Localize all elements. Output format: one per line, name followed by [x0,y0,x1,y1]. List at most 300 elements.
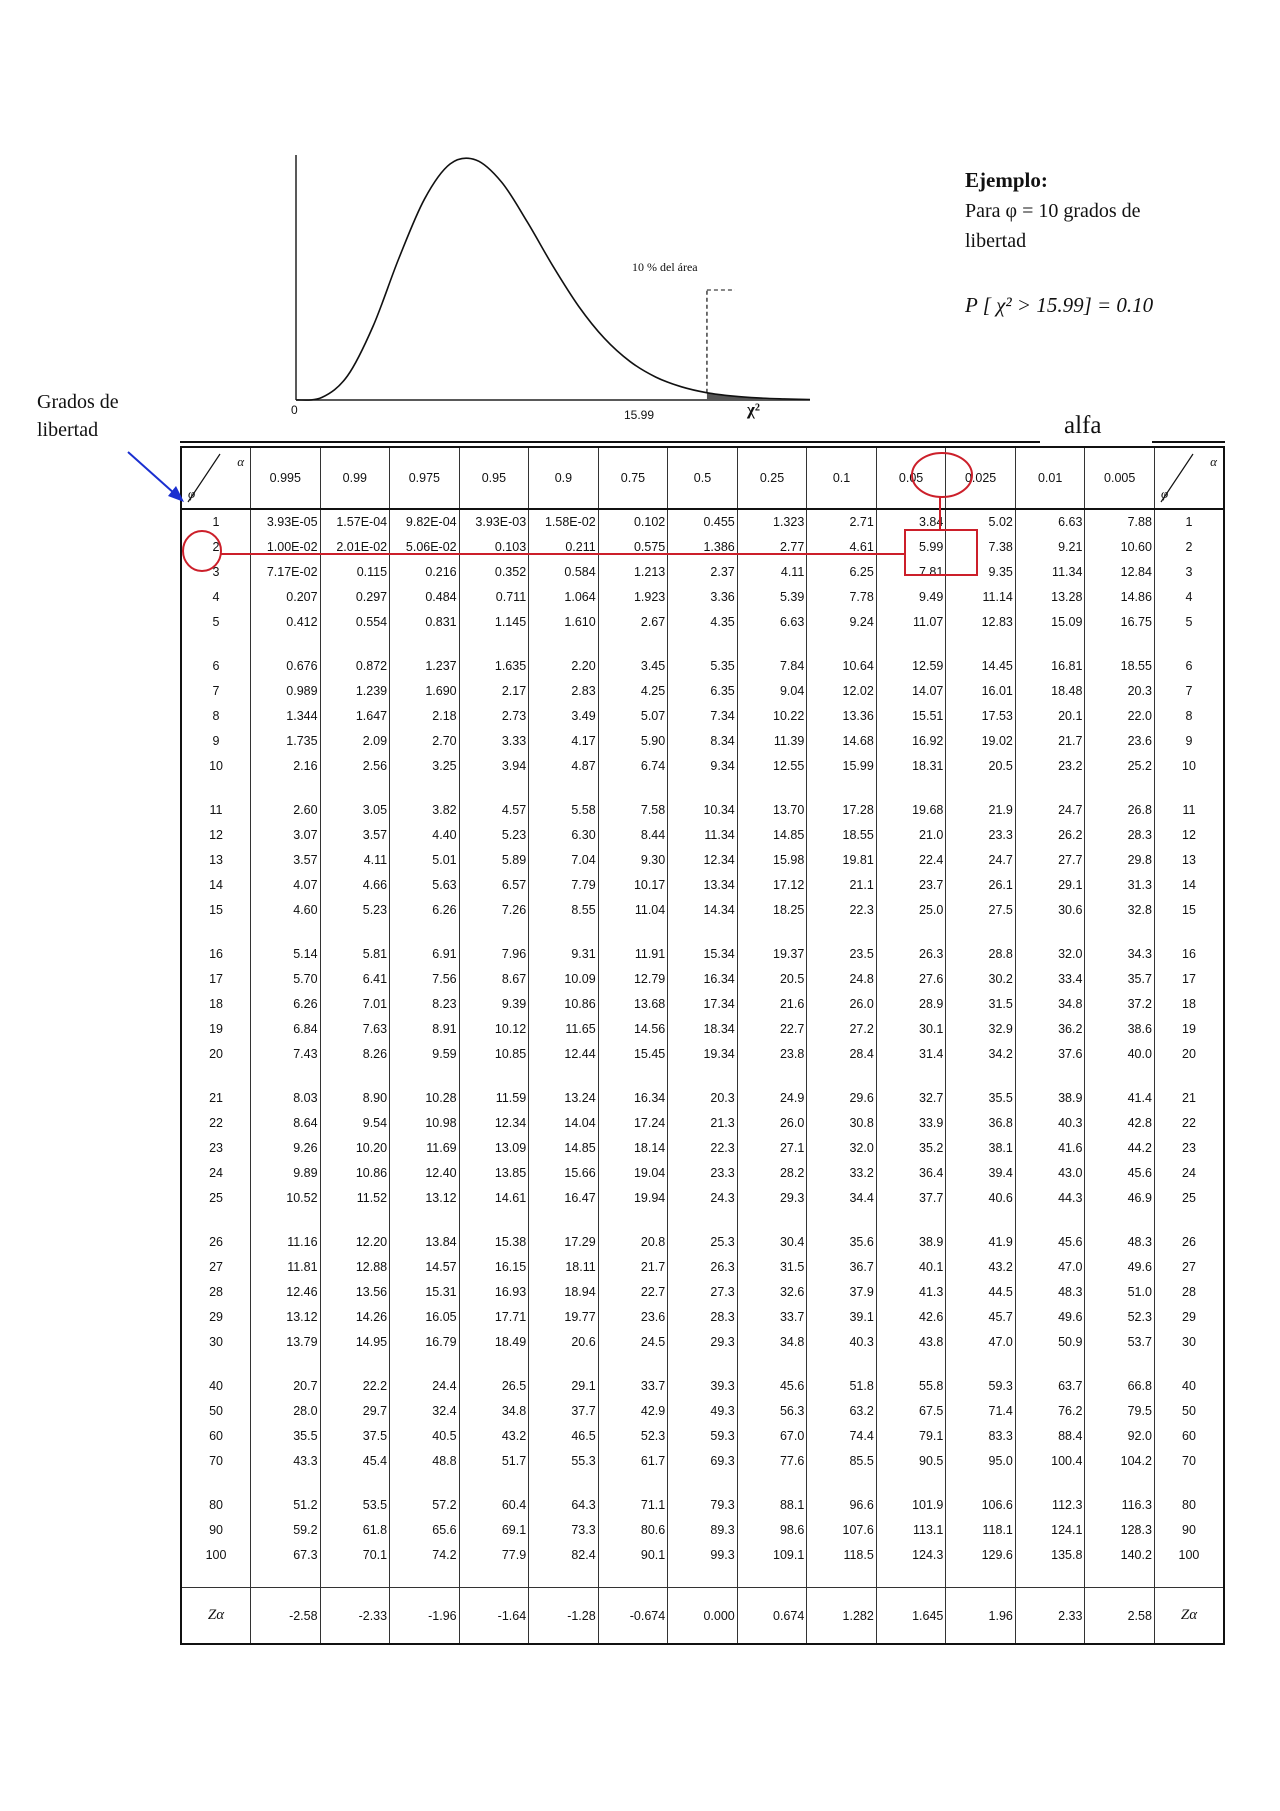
value-cell: 30.6 [1015,898,1085,923]
spacer-cell [529,1211,599,1230]
table-body [181,509,1224,1644]
value-cell: 14.07 [876,679,946,704]
value-cell: 14.68 [807,729,877,754]
value-cell: 33.7 [737,1305,807,1330]
spacer-cell [459,635,529,654]
df-cell: 5 [181,610,251,635]
degrees-of-freedom-label [37,388,119,444]
table-row [181,1424,1224,1449]
table-row [181,1086,1224,1111]
value-cell: 99.3 [668,1543,738,1568]
value-cell: 7.81 [876,560,946,585]
value-cell: 8.34 [668,729,738,754]
spacer-cell [251,1211,321,1230]
value-cell: 2.60 [251,798,321,823]
alpha-header: 0.9 [529,447,599,509]
value-cell: 118.5 [807,1543,877,1568]
value-cell: 128.3 [1085,1518,1155,1543]
value-cell: 37.9 [807,1280,877,1305]
value-cell: 52.3 [598,1424,668,1449]
value-cell: 0.676 [251,654,321,679]
value-cell: 29.8 [1085,848,1155,873]
spacer-cell [598,1355,668,1374]
value-cell: 7.58 [598,798,668,823]
value-cell: 69.3 [668,1449,738,1474]
value-cell: 3.45 [598,654,668,679]
value-cell: 34.8 [737,1330,807,1355]
spacer-cell [1015,1211,1085,1230]
value-cell: 33.4 [1015,967,1085,992]
spacer-cell [946,1211,1016,1230]
value-cell: 11.34 [668,823,738,848]
value-cell: 36.7 [807,1255,877,1280]
value-cell: 57.2 [390,1493,460,1518]
table-row [181,1017,1224,1042]
spacer-cell [529,1355,599,1374]
table-row [181,585,1224,610]
value-cell: 79.3 [668,1493,738,1518]
spacer-cell [876,923,946,942]
value-cell: 3.36 [668,585,738,610]
df-cell: 19 [181,1017,251,1042]
value-cell: 0.575 [598,535,668,560]
value-cell: 9.31 [529,942,599,967]
value-cell: 2.16 [251,754,321,779]
value-cell: 4.35 [668,610,738,635]
table-row [181,823,1224,848]
value-cell: 56.3 [737,1399,807,1424]
value-cell: 10.60 [1085,535,1155,560]
value-cell: 88.4 [1015,1424,1085,1449]
spacer-cell [529,635,599,654]
value-cell: 10.98 [390,1111,460,1136]
spacer-cell [1085,779,1155,798]
spacer-cell [598,635,668,654]
alpha-header: 0.01 [1015,447,1085,509]
value-cell: 43.0 [1015,1161,1085,1186]
table-row [181,610,1224,635]
df-cell: 30 [181,1330,251,1355]
value-cell: 19.77 [529,1305,599,1330]
value-cell: 20.5 [737,967,807,992]
value-cell: 26.3 [876,942,946,967]
spacer-cell [946,1067,1016,1086]
spacer-cell [390,1067,460,1086]
value-cell: 7.84 [737,654,807,679]
alpha-header: 0.025 [946,447,1016,509]
group-spacer [181,1211,1224,1230]
spacer-cell [807,635,877,654]
value-cell: 42.8 [1085,1111,1155,1136]
table-row [181,535,1224,560]
spacer-cell [181,779,251,798]
value-cell: 24.4 [390,1374,460,1399]
z-label-left: Zα [181,1588,251,1645]
value-cell: 5.23 [320,898,390,923]
value-cell: 12.34 [668,848,738,873]
value-cell: 77.9 [459,1543,529,1568]
value-cell: 9.54 [320,1111,390,1136]
df-cell-right: 100 [1154,1543,1224,1568]
value-cell: 35.6 [807,1230,877,1255]
df-cell: 28 [181,1280,251,1305]
spacer-cell [737,1355,807,1374]
value-cell: 22.3 [807,898,877,923]
value-cell: 11.16 [251,1230,321,1255]
spacer-cell [876,779,946,798]
value-cell: 74.4 [807,1424,877,1449]
df-cell-right: 90 [1154,1518,1224,1543]
alpha-header: 0.25 [737,447,807,509]
value-cell: 8.03 [251,1086,321,1111]
area-annotation: 10 % del área [632,260,698,274]
value-cell: 13.24 [529,1086,599,1111]
table-row [181,873,1224,898]
value-cell: 7.88 [1085,509,1155,535]
value-cell: 12.40 [390,1161,460,1186]
value-cell: 4.40 [390,823,460,848]
value-cell: 9.35 [946,560,1016,585]
z-value-cell: 1.96 [946,1588,1016,1645]
df-cell: 12 [181,823,251,848]
value-cell: 9.21 [1015,535,1085,560]
df-cell: 9 [181,729,251,754]
value-cell: 41.4 [1085,1086,1155,1111]
value-cell: 22.2 [320,1374,390,1399]
value-cell: 1.323 [737,509,807,535]
value-cell: 13.12 [251,1305,321,1330]
value-cell: 14.26 [320,1305,390,1330]
table-row [181,1042,1224,1067]
value-cell: 0.831 [390,610,460,635]
df-cell: 15 [181,898,251,923]
value-cell: 13.34 [668,873,738,898]
spacer-cell [390,923,460,942]
alpha-header: 0.975 [390,447,460,509]
example-line-2: libertad [965,230,1027,252]
value-cell: 100.4 [1015,1449,1085,1474]
value-cell: 10.85 [459,1042,529,1067]
spacer-cell [1015,1067,1085,1086]
table-row [181,1518,1224,1543]
value-cell: 32.0 [1015,942,1085,967]
value-cell: 44.5 [946,1280,1016,1305]
value-cell: 17.71 [459,1305,529,1330]
spacer-cell [1085,635,1155,654]
value-cell: 6.84 [251,1017,321,1042]
value-cell: 7.04 [529,848,599,873]
table-corner-cell [181,447,251,509]
example-line-1: Para φ = 10 grados de [965,200,1141,222]
df-cell-right: 25 [1154,1186,1224,1211]
value-cell: 12.44 [529,1042,599,1067]
value-cell: 14.95 [320,1330,390,1355]
df-cell-right: 60 [1154,1424,1224,1449]
value-cell: 61.8 [320,1518,390,1543]
spacer-cell [737,1067,807,1086]
value-cell: 34.8 [1015,992,1085,1017]
value-cell: 9.49 [876,585,946,610]
spacer-cell [320,1067,390,1086]
value-cell: 5.99 [876,535,946,560]
value-cell: 0.484 [390,585,460,610]
value-cell: 1.00E-02 [251,535,321,560]
spacer-cell [390,1211,460,1230]
value-cell: 2.37 [668,560,738,585]
value-cell: 1.064 [529,585,599,610]
corner-alpha-symbol: α [1210,454,1217,469]
spacer-cell [876,1211,946,1230]
spacer-cell [1085,1568,1155,1588]
group-spacer [181,1568,1224,1588]
table-row [181,1136,1224,1161]
spacer-cell [459,1355,529,1374]
value-cell: 45.6 [1015,1230,1085,1255]
value-cell: 10.64 [807,654,877,679]
spacer-cell [529,1568,599,1588]
value-cell: 43.2 [459,1424,529,1449]
df-cell: 26 [181,1230,251,1255]
df-cell: 70 [181,1449,251,1474]
spacer-cell [181,1211,251,1230]
value-cell: 12.02 [807,679,877,704]
df-cell-right: 4 [1154,585,1224,610]
value-cell: 19.68 [876,798,946,823]
value-cell: 22.7 [737,1017,807,1042]
df-cell: 60 [181,1424,251,1449]
value-cell: 6.26 [390,898,460,923]
df-cell-right: 18 [1154,992,1224,1017]
spacer-cell [807,923,877,942]
table-corner-cell [1154,447,1224,509]
value-cell: 27.7 [1015,848,1085,873]
value-cell: 14.85 [529,1136,599,1161]
value-cell: 40.5 [390,1424,460,1449]
df-cell-right: 6 [1154,654,1224,679]
value-cell: 5.06E-02 [390,535,460,560]
spacer-cell [668,1211,738,1230]
value-cell: 32.6 [737,1280,807,1305]
value-cell: 40.3 [807,1330,877,1355]
value-cell: 26.5 [459,1374,529,1399]
df-cell-right: 9 [1154,729,1224,754]
value-cell: 1.647 [320,704,390,729]
table-row [181,992,1224,1017]
df-cell: 17 [181,967,251,992]
spacer-cell [737,635,807,654]
table-row [181,1449,1224,1474]
value-cell: 0.554 [320,610,390,635]
value-cell: 9.34 [668,754,738,779]
spacer-cell [876,1474,946,1493]
value-cell: 83.3 [946,1424,1016,1449]
alpha-header: 0.1 [807,447,877,509]
value-cell: 18.49 [459,1330,529,1355]
x-tick-zero: 0 [291,403,298,417]
example-title: Ejemplo: [965,168,1048,192]
value-cell: 18.55 [807,823,877,848]
value-cell: 22.7 [598,1280,668,1305]
value-cell: 18.31 [876,754,946,779]
value-cell: 48.3 [1085,1230,1155,1255]
spacer-cell [459,779,529,798]
value-cell: 23.3 [946,823,1016,848]
z-value-cell: -2.58 [251,1588,321,1645]
df-cell-right: 13 [1154,848,1224,873]
value-cell: 38.9 [1015,1086,1085,1111]
spacer-cell [459,1211,529,1230]
value-cell: 15.38 [459,1230,529,1255]
table-row [181,754,1224,779]
value-cell: 0.584 [529,560,599,585]
value-cell: 2.18 [390,704,460,729]
spacer-cell [876,1067,946,1086]
value-cell: 71.4 [946,1399,1016,1424]
value-cell: 63.2 [807,1399,877,1424]
value-cell: 90.5 [876,1449,946,1474]
z-value-cell: -2.33 [320,1588,390,1645]
table-row [181,1255,1224,1280]
value-cell: 32.4 [390,1399,460,1424]
df-cell-right: 40 [1154,1374,1224,1399]
value-cell: 3.57 [251,848,321,873]
value-cell: 11.91 [598,942,668,967]
df-cell: 18 [181,992,251,1017]
group-spacer [181,779,1224,798]
value-cell: 24.7 [1015,798,1085,823]
value-cell: 24.9 [737,1086,807,1111]
value-cell: 13.85 [459,1161,529,1186]
df-cell: 25 [181,1186,251,1211]
value-cell: 69.1 [459,1518,529,1543]
value-cell: 17.29 [529,1230,599,1255]
spacer-cell [1154,635,1224,654]
value-cell: 8.23 [390,992,460,1017]
df-cell-right: 80 [1154,1493,1224,1518]
value-cell: 118.1 [946,1518,1016,1543]
value-cell: 36.4 [876,1161,946,1186]
value-cell: 116.3 [1085,1493,1155,1518]
spacer-cell [1085,1355,1155,1374]
value-cell: 18.25 [737,898,807,923]
df-cell-right: 8 [1154,704,1224,729]
table-row [181,1374,1224,1399]
value-cell: 18.11 [529,1255,599,1280]
table-row [181,1493,1224,1518]
value-cell: 65.6 [390,1518,460,1543]
df-cell: 10 [181,754,251,779]
x-axis-label: χ² [747,400,760,419]
table-row [181,509,1224,535]
value-cell: 28.0 [251,1399,321,1424]
value-cell: 14.04 [529,1111,599,1136]
value-cell: 89.3 [668,1518,738,1543]
df-cell: 2 [181,535,251,560]
table-row [181,1230,1224,1255]
spacer-cell [1085,923,1155,942]
value-cell: 3.33 [459,729,529,754]
value-cell: 112.3 [1015,1493,1085,1518]
df-cell-right: 21 [1154,1086,1224,1111]
value-cell: 20.3 [668,1086,738,1111]
chi-square-table [180,446,1225,1645]
value-cell: 49.6 [1015,1305,1085,1330]
value-cell: 11.69 [390,1136,460,1161]
spacer-cell [181,1067,251,1086]
value-cell: 9.30 [598,848,668,873]
spacer-cell [598,1568,668,1588]
spacer-cell [251,779,321,798]
value-cell: 11.39 [737,729,807,754]
value-cell: 30.2 [946,967,1016,992]
value-cell: 70.1 [320,1543,390,1568]
corner-df-symbol: φ [1160,486,1169,501]
value-cell: 10.22 [737,704,807,729]
table-row [181,848,1224,873]
value-cell: 21.0 [876,823,946,848]
alpha-header: 0.5 [668,447,738,509]
value-cell: 16.81 [1015,654,1085,679]
value-cell: 23.7 [876,873,946,898]
spacer-cell [807,1067,877,1086]
alpha-header: 0.75 [598,447,668,509]
value-cell: 1.610 [529,610,599,635]
value-cell: 27.1 [737,1136,807,1161]
value-cell: 8.90 [320,1086,390,1111]
value-cell: 129.6 [946,1543,1016,1568]
z-value-cell: 1.282 [807,1588,877,1645]
value-cell: 34.4 [807,1186,877,1211]
value-cell: 21.7 [598,1255,668,1280]
value-cell: 24.7 [946,848,1016,873]
df-cell-right: 24 [1154,1161,1224,1186]
df-cell-right: 26 [1154,1230,1224,1255]
df-cell: 14 [181,873,251,898]
spacer-cell [946,1568,1016,1588]
value-cell: 3.94 [459,754,529,779]
df-cell-right: 11 [1154,798,1224,823]
value-cell: 17.28 [807,798,877,823]
value-cell: 0.207 [251,585,321,610]
value-cell: 1.735 [251,729,321,754]
alpha-header: 0.99 [320,447,390,509]
value-cell: 6.25 [807,560,877,585]
spacer-cell [1015,1355,1085,1374]
group-spacer [181,923,1224,942]
spacer-cell [390,779,460,798]
group-spacer [181,1355,1224,1374]
value-cell: 67.3 [251,1543,321,1568]
value-cell: 19.94 [598,1186,668,1211]
spacer-cell [251,923,321,942]
value-cell: 0.102 [598,509,668,535]
value-cell: 47.0 [946,1330,1016,1355]
value-cell: 10.20 [320,1136,390,1161]
spacer-cell [946,923,1016,942]
value-cell: 9.82E-04 [390,509,460,535]
value-cell: 53.7 [1085,1330,1155,1355]
value-cell: 8.26 [320,1042,390,1067]
value-cell: 37.7 [529,1399,599,1424]
value-cell: 2.56 [320,754,390,779]
spacer-cell [1154,1211,1224,1230]
spacer-cell [1154,1355,1224,1374]
value-cell: 12.55 [737,754,807,779]
value-cell: 30.4 [737,1230,807,1255]
value-cell: 2.77 [737,535,807,560]
spacer-cell [529,1067,599,1086]
value-cell: 66.8 [1085,1374,1155,1399]
